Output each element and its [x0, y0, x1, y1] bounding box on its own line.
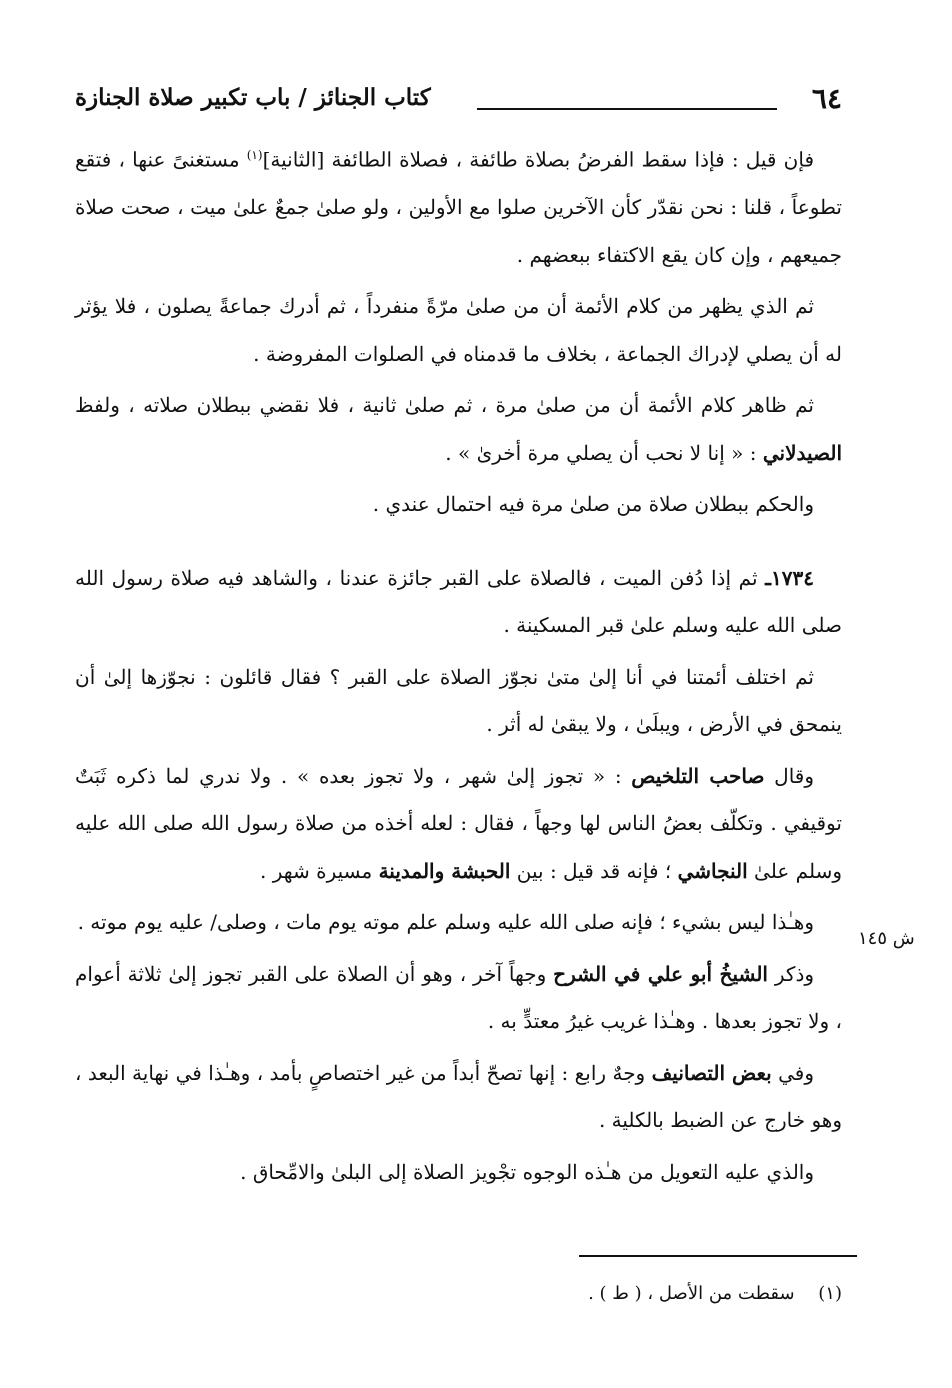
- text-segment: : « تجوز إلىٰ شهر ، ولا تجوز بعده » . ولا ندري لما ذكره ثَبَتٌ توقيفي . وتكلّف بعضُ الناس لها وجهاً ، فقال : لعله أخذه من صلاة رسول الله صلى الله عليه وسلم علىٰ: [75, 763, 842, 883]
- text-segment: فإن قيل : فإذا سقط الفرضُ بصلاة طائفة ، فصلاة الطائفة [الثانية]: [262, 147, 815, 172]
- paragraph-9: [75, 951, 842, 1046]
- text-segment: وجهاً آخر ، وهو أن الصلاة على القبر تجوز إلىٰ ثلاثة أعوام ، ولا تجوز بعدها . وهـٰذا غريب غيرُ معتدٍّ به .: [75, 961, 842, 1034]
- name-najashi: النجاشي: [677, 858, 748, 883]
- text-segment: وفي: [771, 1060, 815, 1085]
- text-segment: ؛ فإنه قد قيل : بين: [510, 858, 678, 883]
- paragraph-2: [75, 283, 842, 378]
- paragraph-7: [75, 753, 842, 896]
- issue-number: ١٧٣٤ـ: [765, 565, 814, 590]
- footnote: [75, 1278, 842, 1310]
- main-text: [75, 132, 842, 1200]
- text-segment: والحكم ببطلان صلاة من صلىٰ مرة فيه احتمال عندي .: [372, 492, 814, 517]
- book-ref-tasanif: بعض التصانيف: [651, 1060, 772, 1085]
- book-author-talkhis: صاحب التلخيص: [631, 763, 765, 788]
- header-title: كتاب الجنائز / باب تكبير صلاة الجنازة: [75, 84, 431, 111]
- header-rule: [477, 108, 777, 110]
- footnote-number: (١): [818, 1283, 842, 1304]
- text-segment: : « إنا لا نحب أن يصلي مرة أخرىٰ » .: [445, 440, 763, 465]
- paragraph-6: [75, 654, 842, 749]
- text-segment: ثم اختلف أئمتنا في أنا إلىٰ متىٰ نجوّز الصلاة على القبر ؟ فقال قائلون : نجوّزها إلىٰ أن ينمحق في الأرض ، ويبلَىٰ ، ولا يبقىٰ له أثر .: [75, 664, 842, 737]
- text-segment: وقال: [764, 763, 815, 788]
- paragraph-10: [75, 1050, 842, 1145]
- text-segment: وذكر: [767, 961, 815, 986]
- paragraph-1: [75, 132, 842, 279]
- text-segment: مسيرة شهر .: [260, 858, 379, 883]
- page-number: ٦٤: [811, 82, 842, 115]
- paragraph-3: [75, 382, 842, 477]
- paragraph-issue-1734: [75, 555, 842, 650]
- text-segment: ثم الذي يظهر من كلام الأئمة أن من صلىٰ مرّةً منفرداً ، ثم أدرك جماعةً يصلون ، فلا يؤثر له أن يصلي لإدراك الجماعة ، بخلاف ما قدمناه في الصلوات المفروضة .: [75, 294, 842, 366]
- text-segment: وهـٰذا ليس بشيء ؛ فإنه صلى الله عليه وسلم علم موته يوم مات ، وصلى/ عليه يوم موته .: [77, 910, 814, 935]
- paragraph-4: [75, 481, 842, 529]
- footnote-text: سقطت من الأصل ، ( ط ) .: [588, 1283, 795, 1304]
- text-segment: ثم ظاهر كلام الأئمة أن من صلىٰ مرة ، ثم صلىٰ ثانية ، فلا نقضي ببطلان صلاته ، ولفظ: [75, 393, 814, 418]
- paragraph-8: [75, 899, 842, 947]
- paragraph-11: [75, 1149, 842, 1197]
- footnote-rule: [579, 1255, 857, 1257]
- text-segment: ثم إذا دُفن الميت ، فالصلاة على القبر جائزة عندنا ، والشاهد فيه صلاة رسول الله صلى الله عليه وسلم علىٰ قبر المسكينة .: [75, 565, 842, 638]
- running-header: [75, 78, 842, 122]
- text-segment: وجهٌ رابع : إنها تصحّ أبداً من غير اختصاصٍ بأمد ، وهـٰذا في نهاية البعد ، وهو خارج عن الضبط بالكلية .: [75, 1060, 842, 1133]
- text-segment: والذي عليه التعويل من هـٰذه الوجوه تجْويز الصلاة إلى البلىٰ والامِّحاق .: [240, 1159, 814, 1184]
- margin-manuscript-ref: ش ١٤٥: [858, 928, 915, 949]
- footnote-marker: (١): [246, 148, 263, 162]
- text-segment: مستغنىً عنها ، فتقع تطوعاً ، قلنا : نحن نقدّر كأن الآخرين صلوا مع الأولين ، ولو صلىٰ جمعٌ علىٰ ميت ، صحت صلاة جميعهم ، وإن كان يقع الاكتفاء ببعضهم .: [75, 147, 842, 267]
- place-names: الحبشة والمدينة: [378, 858, 511, 883]
- scholar-abu-ali: الشيخُ أبو علي في الشرح: [553, 961, 768, 986]
- scholar-name-saydalani: الصيدلاني: [762, 440, 842, 465]
